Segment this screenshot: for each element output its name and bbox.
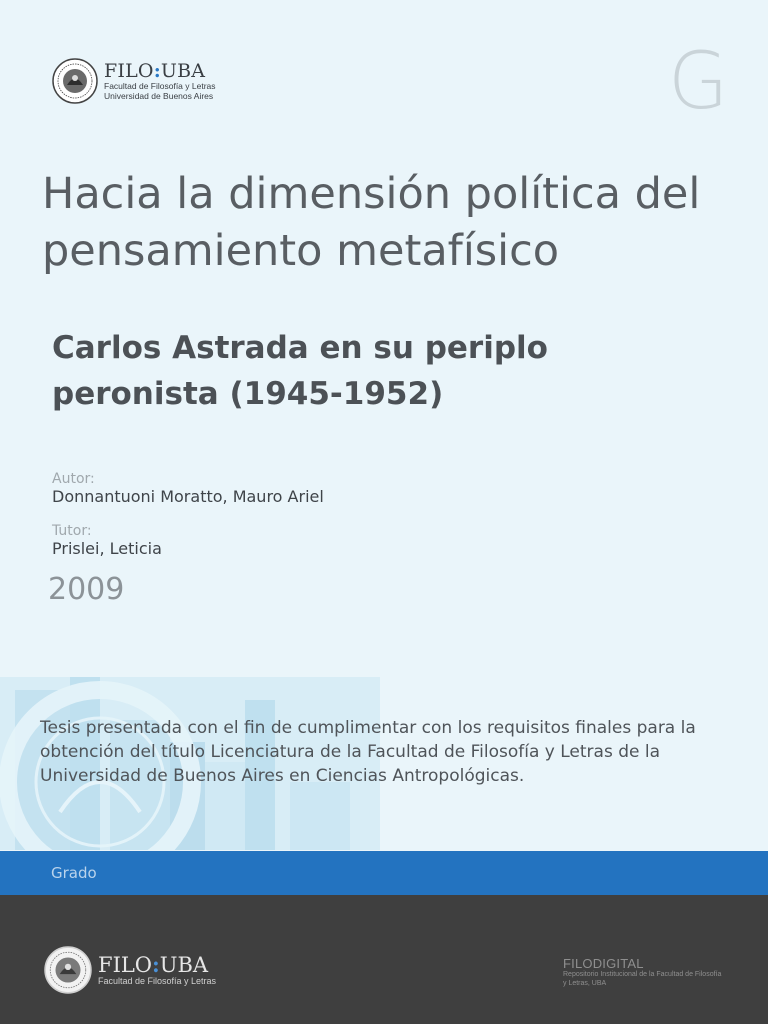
thesis-description: Tesis presentada con el fin de cumplimentar con los requisitos finales para la obtención del título Licenciatura de la Facultad de Filosofía y Letras de la Universidad de Buenos Aires en Ciencias Antropológicas. (40, 718, 696, 786)
year: 2009 (48, 572, 125, 607)
author-name: Donnantuoni Moratto, Mauro Ariel (52, 487, 324, 506)
tutor-label: Tutor: (52, 523, 92, 539)
uba-seal-icon (52, 58, 98, 104)
footer-faculty: Facultad de Filosofía y Letras (98, 976, 217, 986)
tutor-name: Prislei, Leticia (52, 539, 162, 558)
footer-logo (44, 946, 216, 994)
document-title: Hacia la dimensión política del pensamiento metafísico (42, 169, 701, 276)
logo-brand: FILO:UBA (104, 60, 206, 82)
uba-seal-icon (44, 946, 92, 994)
logo-university: Universidad de Buenos Aires (104, 91, 214, 101)
header-logo (52, 58, 216, 104)
author-label: Autor: (52, 471, 95, 487)
collection-letter: G (668, 37, 729, 127)
repository-title: FILODIGITAL (563, 956, 644, 971)
logo-faculty: Facultad de Filosofía y Letras (104, 81, 216, 91)
footer-brand: FILO:UBA (98, 952, 209, 977)
degree-label: Grado (51, 864, 97, 882)
document-subtitle: Carlos Astrada en su periplo peronista (1945-1952) (52, 330, 548, 412)
repository-subtitle: Repositorio Institucional de la Facultad de Filosofía y Letras, UBA (563, 971, 722, 987)
degree-band (0, 851, 768, 895)
